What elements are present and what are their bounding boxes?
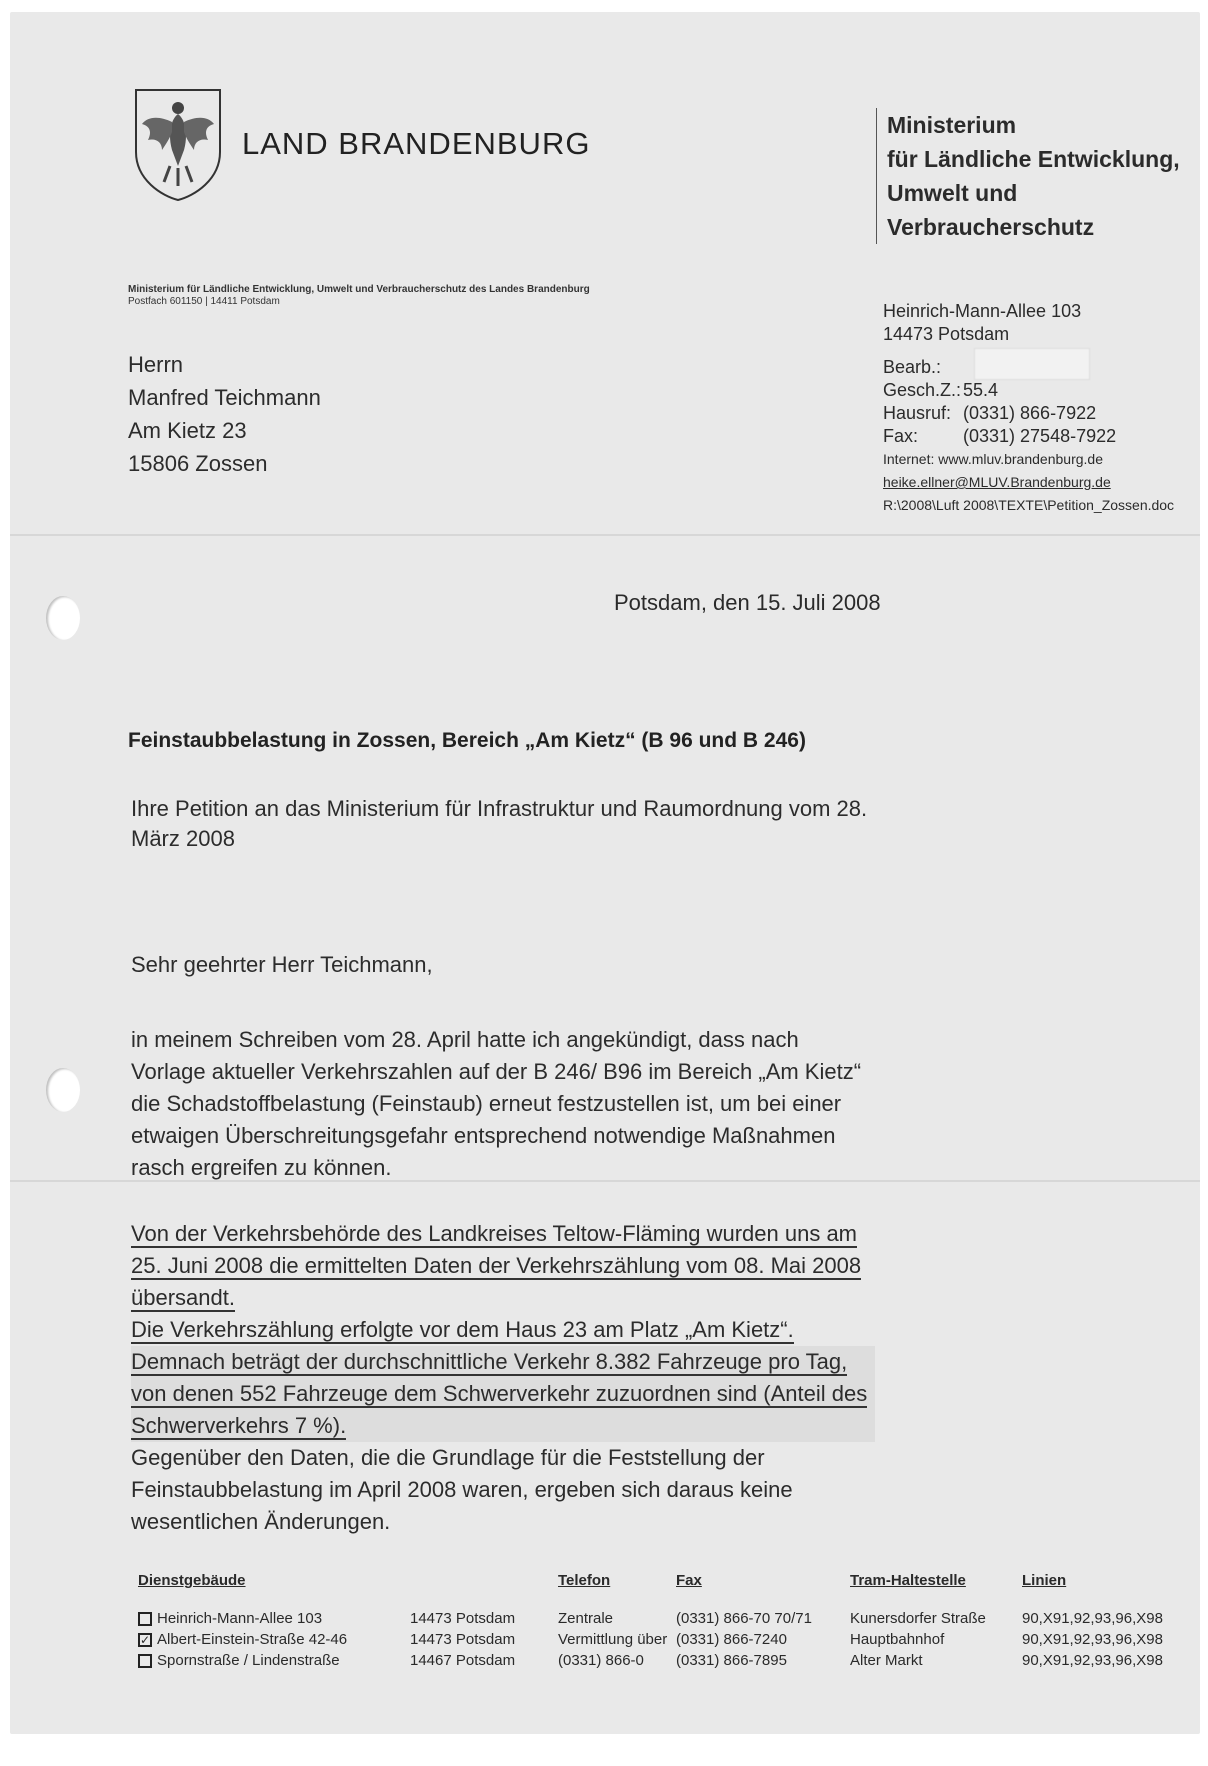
punch-hole bbox=[46, 1068, 80, 1112]
sender-return-address bbox=[128, 284, 590, 308]
footer-header-linien: Linien bbox=[1022, 1572, 1067, 1589]
checkbox-checked[interactable]: ✓ bbox=[139, 1632, 151, 1647]
footer-buildings bbox=[138, 1608, 347, 1671]
fax-line: (0331) 866-7895 bbox=[676, 1652, 787, 1669]
recipient-address bbox=[128, 348, 321, 480]
salutation: Sehr geehrter Herr Teichmann, bbox=[131, 952, 433, 977]
building-row bbox=[138, 1629, 347, 1650]
footer-telefon bbox=[558, 1608, 667, 1671]
brandenburg-eagle-crest bbox=[132, 86, 224, 202]
tram-lines: 90,X91,92,93,96,X98 bbox=[1022, 1610, 1163, 1627]
letterhead-state-name: LAND BRANDENBURG bbox=[242, 126, 591, 161]
sender-postfach: Postfach 601150 | 14411 Potsdam bbox=[128, 296, 280, 307]
ministry-line: Verbraucherschutz bbox=[887, 214, 1095, 240]
telefon-line: Vermittlung über bbox=[558, 1631, 668, 1648]
body-paragraph-underlined bbox=[131, 1218, 875, 1314]
building-row bbox=[138, 1650, 347, 1671]
redacted-name bbox=[974, 348, 1090, 380]
tram-stop: Hauptbahnhof bbox=[850, 1631, 945, 1648]
tram-lines: 90,X91,92,93,96,X98 bbox=[1022, 1631, 1163, 1648]
building-name: Spornstraße / Lindenstraße bbox=[157, 1652, 340, 1669]
contact-street: Heinrich-Mann-Allee 103 bbox=[883, 301, 1082, 321]
footer-header-telefon: Telefon bbox=[558, 1572, 611, 1589]
fax-label: Fax: bbox=[883, 426, 919, 446]
building-name: Albert-Einstein-Straße 42-46 bbox=[157, 1631, 348, 1648]
checkbox[interactable] bbox=[138, 1612, 152, 1626]
building-name: Heinrich-Mann-Allee 103 bbox=[157, 1610, 323, 1627]
body-paragraph: in meinem Schreiben vom 28. April hatte ich angekündigt, dass nach Vorlage aktueller Verkehrszahlen auf der B 246/ B96 im Bereich „Am Kietz“ die Schadstoffbelastung (Feinstaub) erneut festzustellen ist, um bei einer etwaigen Überschreitungsgefahr entsprechend notwendige Maßnahmen rasch ergreifen zu können. bbox=[131, 1027, 862, 1180]
contact-city: 14473 Potsdam bbox=[883, 324, 1010, 344]
underlined-text: Von der Verkehrsbehörde des Landkreises Teltow-Fläming wurden uns am 25. Juni 2008 die ermittelten Daten der Verkehrszählung vom 08. Mai 2008 übersandt. bbox=[131, 1221, 862, 1310]
sender-ministry-full: Ministerium für Ländliche Entwicklung, Umwelt und Verbraucherschutz des Landes Brandenburg bbox=[128, 284, 590, 295]
email-link[interactable]: heike.ellner@MLUV.Brandenburg.de bbox=[883, 474, 1111, 490]
letter-page bbox=[10, 12, 1200, 1734]
paper-fold bbox=[10, 534, 1200, 536]
checkbox[interactable] bbox=[138, 1654, 152, 1668]
footer-linien bbox=[1022, 1608, 1163, 1671]
gesch-value: 55.4 bbox=[963, 380, 999, 400]
contact-info bbox=[883, 300, 1174, 517]
ministry-line: für Ländliche Entwicklung, bbox=[887, 146, 1180, 172]
hausruf-label: Hausruf: bbox=[883, 403, 952, 423]
recipient-line: Manfred Teichmann bbox=[128, 385, 321, 410]
building-city: 14473 Potsdam bbox=[410, 1610, 516, 1627]
recipient-line: 15806 Zossen bbox=[128, 451, 268, 476]
body-paragraph: Gegenüber den Daten, die die Grundlage für die Feststellung der Feinstaubbelastung im April 2008 waren, ergeben sich daraus keine wesentlichen Änderungen. bbox=[131, 1445, 793, 1534]
letterhead-ministry bbox=[876, 108, 1180, 244]
footer-header-dienst: Dienstgebäude bbox=[138, 1572, 246, 1589]
footer-header-fax: Fax bbox=[676, 1572, 702, 1589]
footer-cities bbox=[410, 1608, 515, 1671]
footer-header-tram: Tram-Haltestelle bbox=[850, 1572, 966, 1589]
underlined-text: Die Verkehrszählung erfolgte vor dem Haus 23 am Platz „Am Kietz“. bbox=[131, 1317, 794, 1342]
building-city: 14473 Potsdam bbox=[410, 1631, 516, 1648]
punch-hole bbox=[46, 596, 80, 640]
body-paragraph-underlined bbox=[131, 1314, 875, 1346]
tram-stop: Alter Markt bbox=[850, 1652, 923, 1669]
ministry-line: Umwelt und bbox=[887, 180, 1018, 206]
internet-line: Internet: www.mluv.brandenburg.de bbox=[883, 451, 1103, 467]
fax-line: (0331) 866-70 70/71 bbox=[676, 1610, 812, 1627]
tram-stop: Kunersdorfer Straße bbox=[850, 1610, 986, 1627]
building-row bbox=[138, 1608, 347, 1629]
letter-subject: Feinstaubbelastung in Zossen, Bereich „Am Kietz“ (B 96 und B 246) bbox=[128, 729, 806, 752]
fax-line: (0331) 866-7240 bbox=[676, 1631, 787, 1648]
file-path: R:\2008\Luft 2008\TEXTE\Petition_Zossen.doc bbox=[883, 497, 1175, 513]
footer-tram bbox=[850, 1608, 986, 1671]
gesch-label: Gesch.Z.: bbox=[883, 380, 962, 400]
telefon-line: (0331) 866-0 bbox=[558, 1652, 644, 1669]
footer-info bbox=[138, 1572, 1163, 1692]
recipient-line: Am Kietz 23 bbox=[128, 418, 247, 443]
body-paragraph-underlined bbox=[131, 1346, 875, 1442]
letter-reference: Ihre Petition an das Ministerium für Infrastruktur und Raumordnung vom 28. März 2008 bbox=[131, 796, 868, 851]
building-city: 14467 Potsdam bbox=[410, 1652, 516, 1669]
tram-lines: 90,X91,92,93,96,X98 bbox=[1022, 1652, 1163, 1669]
ministry-line: Ministerium bbox=[887, 112, 1017, 138]
underlined-text: Demnach beträgt der durchschnittliche Verkehr 8.382 Fahrzeuge pro Tag, von denen 552 Fahrzeuge dem Schwerverkehr zuzuordnen sind (Anteil des Schwerverkehrs 7 %). bbox=[131, 1349, 868, 1438]
letter-body bbox=[131, 1024, 875, 1538]
recipient-line: Herrn bbox=[128, 352, 184, 377]
letter-date: Potsdam, den 15. Juli 2008 bbox=[614, 590, 881, 615]
bearb-label: Bearb.: bbox=[883, 357, 942, 377]
footer-fax bbox=[676, 1608, 812, 1671]
fax-value: (0331) 27548-7922 bbox=[963, 426, 1117, 446]
hausruf-value: (0331) 866-7922 bbox=[963, 403, 1097, 423]
telefon-line: Zentrale bbox=[558, 1610, 614, 1627]
